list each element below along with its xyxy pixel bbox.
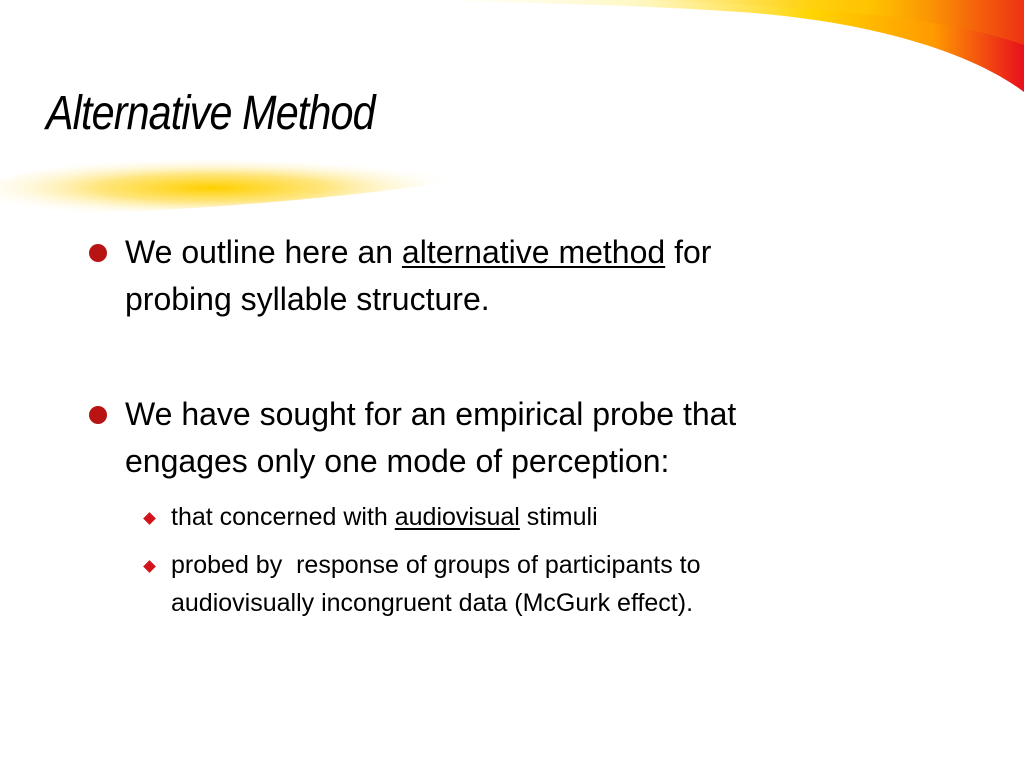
alternative-method-underlined: alternative method — [401, 234, 666, 270]
red-diamond-bullet-icon — [143, 560, 156, 573]
red-dot-bullet-icon — [89, 244, 107, 262]
sub-bullet-2-line-1: probed by response of groups of participants to — [171, 551, 701, 579]
bullet-1-text-start: We outline here an — [125, 234, 402, 270]
audiovisual-underlined: audiovisual — [394, 503, 520, 531]
sub-bullet-item-1 — [171, 498, 951, 536]
bullet-item-1 — [125, 229, 925, 323]
bullet-1-text-end: for — [665, 234, 712, 270]
bullet-item-2 — [125, 391, 925, 485]
bullet-1-line-2: probing syllable structure. — [125, 281, 490, 317]
slide-title: Alternative Method — [46, 87, 375, 140]
sub-bullet-1-text-start: that concerned with — [171, 503, 395, 531]
red-diamond-bullet-icon — [143, 512, 156, 525]
red-dot-bullet-icon — [89, 406, 107, 424]
bullet-2-line-2: engages only one mode of perception: — [125, 443, 670, 479]
sub-bullet-1-text-end: stimuli — [519, 503, 598, 531]
sub-bullet-2-line-2: audiovisually incongruent data (McGurk effect). — [171, 589, 694, 617]
sub-bullet-item-2 — [171, 546, 951, 622]
bullet-2-line-1: We have sought for an empirical probe that — [125, 396, 737, 432]
